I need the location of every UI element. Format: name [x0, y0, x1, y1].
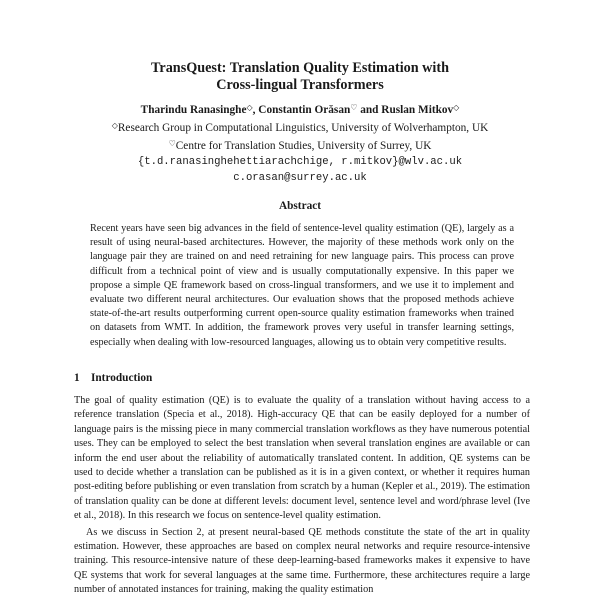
title-line-1: TransQuest: Translation Quality Estimation with	[151, 60, 449, 76]
affiliation-2-text: Centre for Translation Studies, University of Surrey, UK	[175, 140, 432, 152]
affiliation-2-mark: ♡	[168, 139, 176, 148]
author-1-mark: ◇	[246, 103, 253, 112]
author-2-mark: ♡	[350, 103, 358, 112]
section-heading	[74, 372, 152, 384]
author-1: Tharindu Ranasinghe	[140, 104, 247, 116]
author-sep-2: and	[357, 104, 382, 116]
affiliation-2	[0, 136, 600, 154]
paragraph: The goal of quality estimation (QE) is to evaluate the quality of a translation without having access to a reference translation (Specia et al., 2018). High-accuracy QE that can be easily deployed for a number of language pairs is the missing piece in many commercial translation workflows as they have numerous potential uses. They can be employed to select the best translation when several translation engines are available or can inform the end user about the reliability of automatically translated content. In addition, QE systems can be used to decide whether a translation can be published as it is in a given context, or whether it requires human post-editing before publishing or even translation from scratch by a human (Kepler et al., 2019). The estimation of translation quality can be done at different levels: document level, sentence level and word/phrase level (Ive et al., 2018). In this research we focus on sentence-level quality estimation.	[74, 395, 530, 522]
section-number: 1	[74, 372, 80, 384]
affiliation-1-mark: ◇	[111, 121, 118, 130]
author-block	[0, 100, 600, 186]
paper-title	[0, 60, 600, 94]
abstract-text: Recent years have seen big advances in the field of sentence-level quality estimation (QE), largely as a result of using neural-based architectures. However, the majority of these methods work only on the language pair they are trained on and need retraining for new language pairs. This process can prove difficult from a technical point of view and is usually computationally expensive. In this paper we propose a simple QE framework based on cross-lingual transformers, and we use it to implement and evaluate two different neural architectures. Our evaluation shows that the proposed methods achieve state-of-the-art results outperforming current open-source quality estimation frameworks when trained on datasets from WMT. In addition, the framework proves very useful in transfer learning settings, especially when dealing with low-resourced languages, allowing us to obtain very competitive results.	[90, 223, 514, 348]
affiliation-1-text: Research Group in Computational Linguistics, University of Wolverhampton, UK	[117, 122, 489, 134]
abstract-body	[90, 222, 514, 350]
email-line-2: c.orasan@surrey.ac.uk	[233, 172, 367, 184]
title-line-2: Cross-lingual Transformers	[216, 77, 384, 93]
author-names	[0, 100, 600, 118]
author-sep-1: ,	[252, 104, 259, 116]
email-line-1: {t.d.ranasinghehettiarachchige, r.mitkov}@wlv.ac.uk	[137, 156, 463, 168]
abstract-heading: Abstract	[278, 200, 322, 212]
paragraph: As we discuss in Section 2, at present neural-based QE methods constitute the state of the art in quality estimation. However, these approaches are based on complex neural networks and require resource-intensive training. This resource-intensive nature of these deep-learning-based frameworks makes it expensive to have QE systems that work for several languages at the same time. Furthermore, these architectures require a large number of annotated instances for training, making the quality estimation	[74, 526, 530, 596]
author-3: Ruslan Mitkov	[381, 104, 454, 116]
author-3-mark: ◇	[453, 103, 460, 112]
affiliation-1	[0, 118, 600, 136]
section-body	[74, 394, 530, 598]
author-2: Constantin Orăsan	[258, 104, 351, 116]
section-title: Introduction	[91, 372, 153, 384]
